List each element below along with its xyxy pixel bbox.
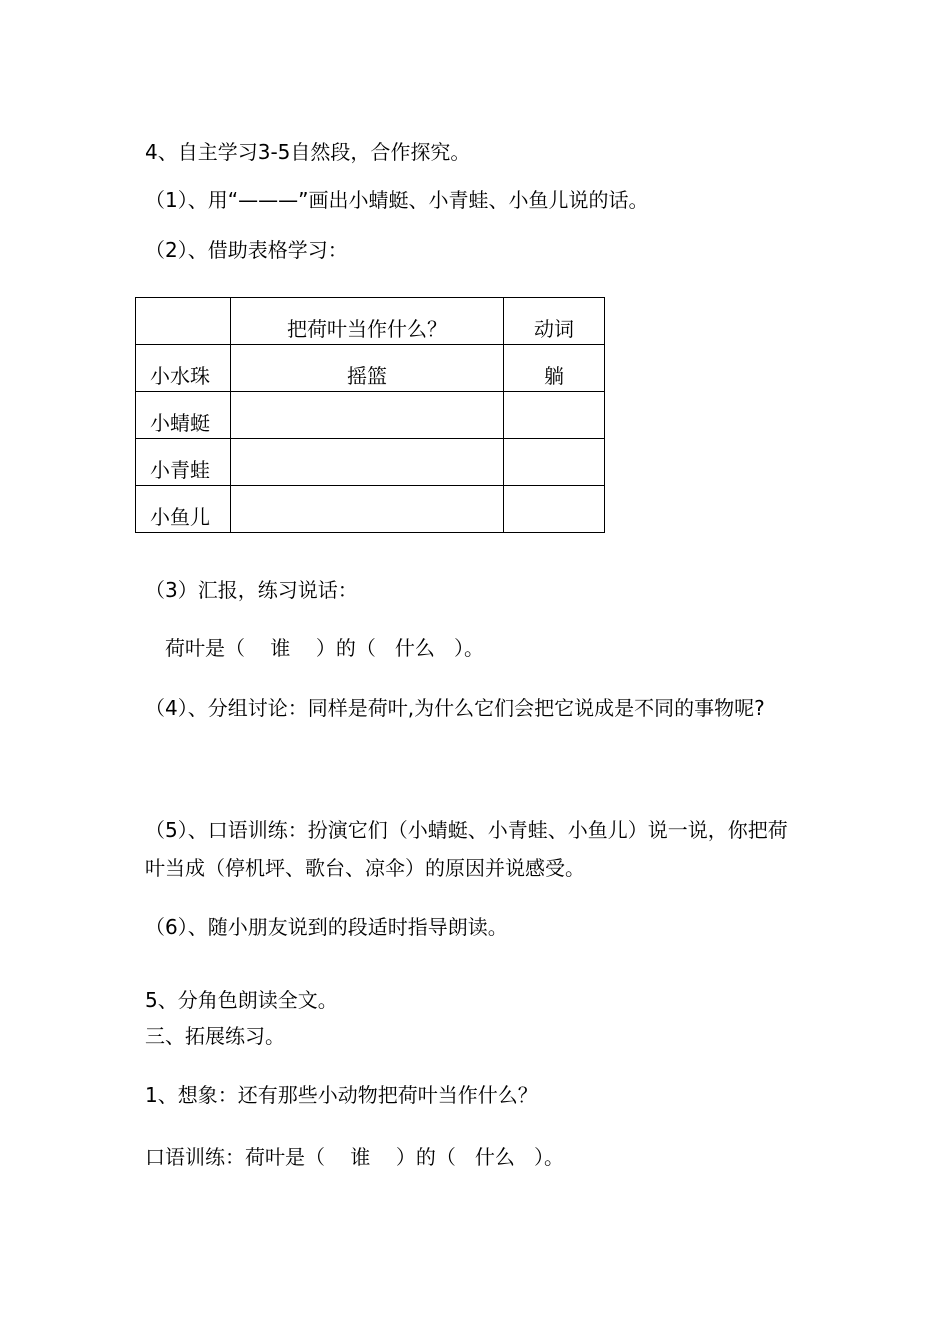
- section3-heading: 三、拓展练习。: [145, 1024, 285, 1048]
- table-header-cell: [136, 298, 231, 345]
- table-cell: 小青蛙: [136, 439, 231, 486]
- section3-item1-sentence: 口语训练：荷叶是（ 谁 ）的（ 什么 ）。: [145, 1145, 565, 1169]
- section3-item1: 1、想象：还有那些小动物把荷叶当作什么？: [145, 1083, 538, 1107]
- section5-heading: 5、分角色朗读全文。: [145, 988, 338, 1012]
- section4-item1: （1）、用“———”画出小蜻蜓、小青蛙、小鱼儿说的话。: [145, 188, 649, 212]
- table-cell: 躺: [504, 345, 605, 392]
- table-cell: 小水珠: [136, 345, 231, 392]
- section4-item3: （3）汇报，练习说话：: [145, 578, 358, 602]
- table-cell: [504, 486, 605, 533]
- section4-item3-sentence: 荷叶是（ 谁 ）的（ 什么 ）。: [165, 636, 485, 660]
- section4-item4: （4）、分组讨论：同样是荷叶,为什么它们会把它说成是不同的事物呢?: [145, 696, 765, 720]
- table-cell: 小蜻蜓: [136, 392, 231, 439]
- section4-item5-line1: （5）、口语训练：扮演它们（小蜻蜓、小青蛙、小鱼儿）说一说，你把荷: [145, 818, 788, 842]
- table-cell: [231, 439, 504, 486]
- table-cell: [504, 439, 605, 486]
- table-cell: 小鱼儿: [136, 486, 231, 533]
- section4-heading: 4、自主学习3-5自然段，合作探究。: [145, 140, 471, 164]
- table-header-cell: 把荷叶当作什么？: [231, 298, 504, 345]
- table-cell: [231, 486, 504, 533]
- table-row: [136, 486, 605, 533]
- table-cell: 摇篮: [231, 345, 504, 392]
- table-cell: [231, 392, 504, 439]
- table-row: [136, 345, 605, 392]
- table-row: [136, 439, 605, 486]
- section4-item2: （2）、借助表格学习：: [145, 238, 348, 262]
- table-header-cell: 动词: [504, 298, 605, 345]
- section4-item6: （6）、随小朋友说到的段适时指导朗读。: [145, 915, 508, 939]
- section4-item5-line2: 叶当成（停机坪、歌台、凉伞）的原因并说感受。: [145, 856, 585, 880]
- table-cell: [504, 392, 605, 439]
- study-table: [135, 297, 605, 533]
- table-row: [136, 392, 605, 439]
- table-header-row: [136, 298, 605, 345]
